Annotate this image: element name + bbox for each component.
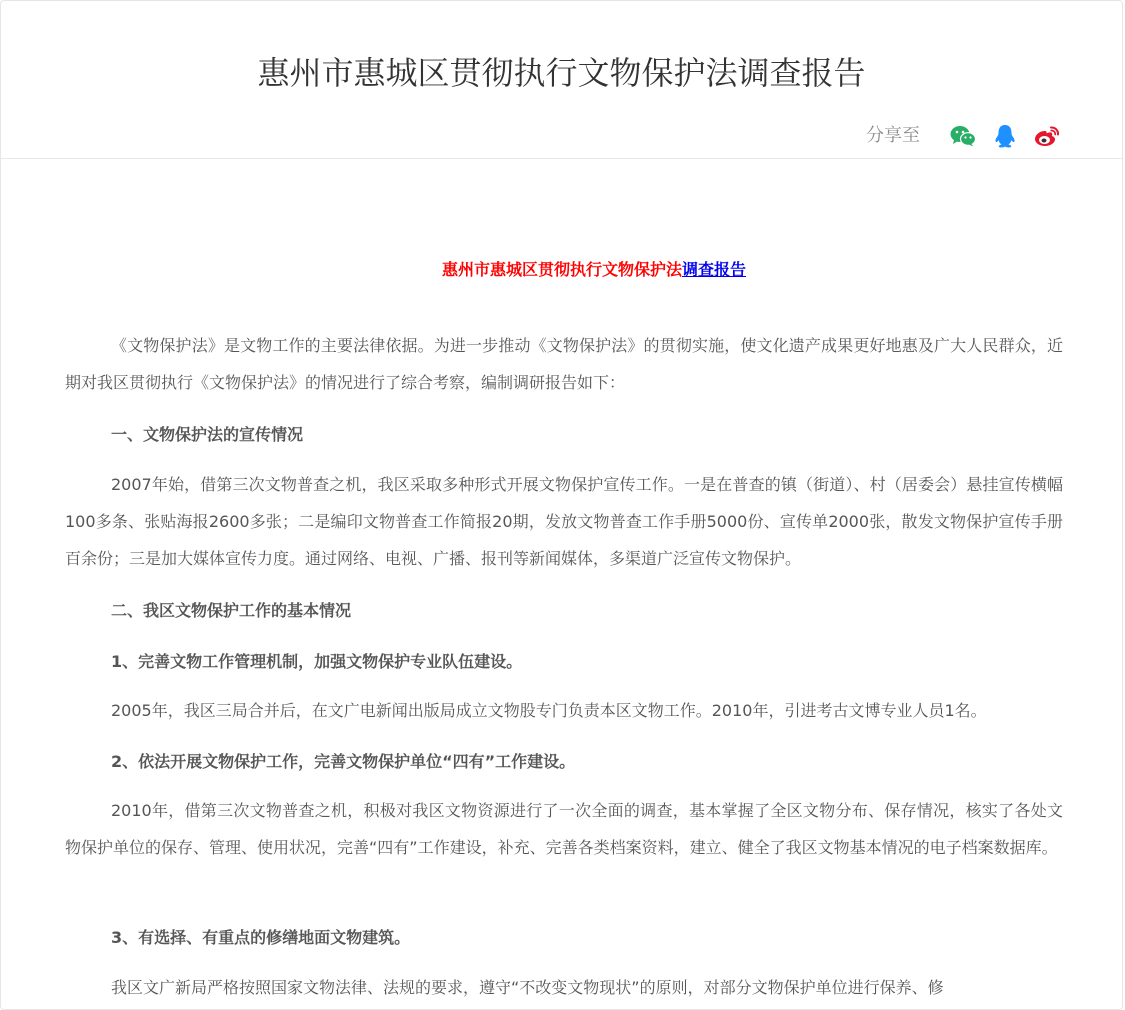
- intro-paragraph: 《文物保护法》是文物工作的主要法律依据。为进一步推动《文物保护法》的贯彻实施，使文化遗产成果更好地惠及广大人民群众，近期对我区贯彻执行《文物保护法》的情况进行了综合考察，编制调研报告如下：: [65, 336, 1063, 392]
- qq-icon[interactable]: [992, 123, 1018, 149]
- section-1-heading: 一、文物保护法的宣传情况: [111, 425, 304, 444]
- section-2-heading: 二、我区文物保护工作的基本情况: [111, 601, 352, 620]
- share-label: 分享至: [866, 125, 920, 146]
- item-3-paragraph: 我区文广新局严格按照国家文物法律、法规的要求，遵守“不改变文物现状”的原则，对部分文物保护单位进行保养、修: [111, 978, 944, 997]
- page-title: 惠州市惠城区贯彻执行文物保护法调查报告: [257, 54, 866, 92]
- item-1-heading: 1、完善文物工作管理机制，加强文物保护专业队伍建设。: [111, 652, 523, 671]
- weibo-icon[interactable]: [1034, 123, 1060, 149]
- article-subtitle: [65, 259, 1123, 281]
- item-2-heading: 2、依法开展文物保护工作，完善文物保护单位“四有”工作建设。: [111, 752, 576, 771]
- item-1-paragraph: 2005年，我区三局合并后，在文广电新闻出版局成立文物股专门负责本区文物工作。2010年，引进考古文博专业人员1名。: [111, 701, 987, 720]
- section-1-paragraph: 2007年始，借第三次文物普查之机，我区采取多种形式开展文物保护宣传工作。一是在普查的镇（街道）、村（居委会）悬挂宣传横幅100多条、张贴海报2600多张；二是编印文物普查工作简报20期，发放文物普查工作手册5000份、宣传单2000张，散发文物保护宣传手册百余份；三是加大媒体宣传力度。通过网络、电视、广播、报刊等新闻媒体，多渠道广泛宣传文物保护。: [65, 475, 1063, 568]
- item-3-heading: 3、有选择、有重点的修缮地面文物建筑。: [111, 928, 411, 947]
- wechat-icon[interactable]: [950, 123, 976, 149]
- article-subtitle-link[interactable]: 调查报告: [682, 260, 747, 279]
- article-subtitle-text: 惠州市惠城区贯彻执行文物保护法: [441, 260, 682, 279]
- article-header: [1, 1, 1122, 159]
- item-2-paragraph: 2010年，借第三次文物普查之机，积极对我区文物资源进行了一次全面的调查，基本掌握了全区文物分布、保存情况，核实了各处文物保护单位的保存、管理、使用状况，完善“四有”工作建设，补充、完善各类档案资料，建立、健全了我区文物基本情况的电子档案数据库。: [65, 801, 1063, 857]
- share-bar: [866, 121, 1060, 151]
